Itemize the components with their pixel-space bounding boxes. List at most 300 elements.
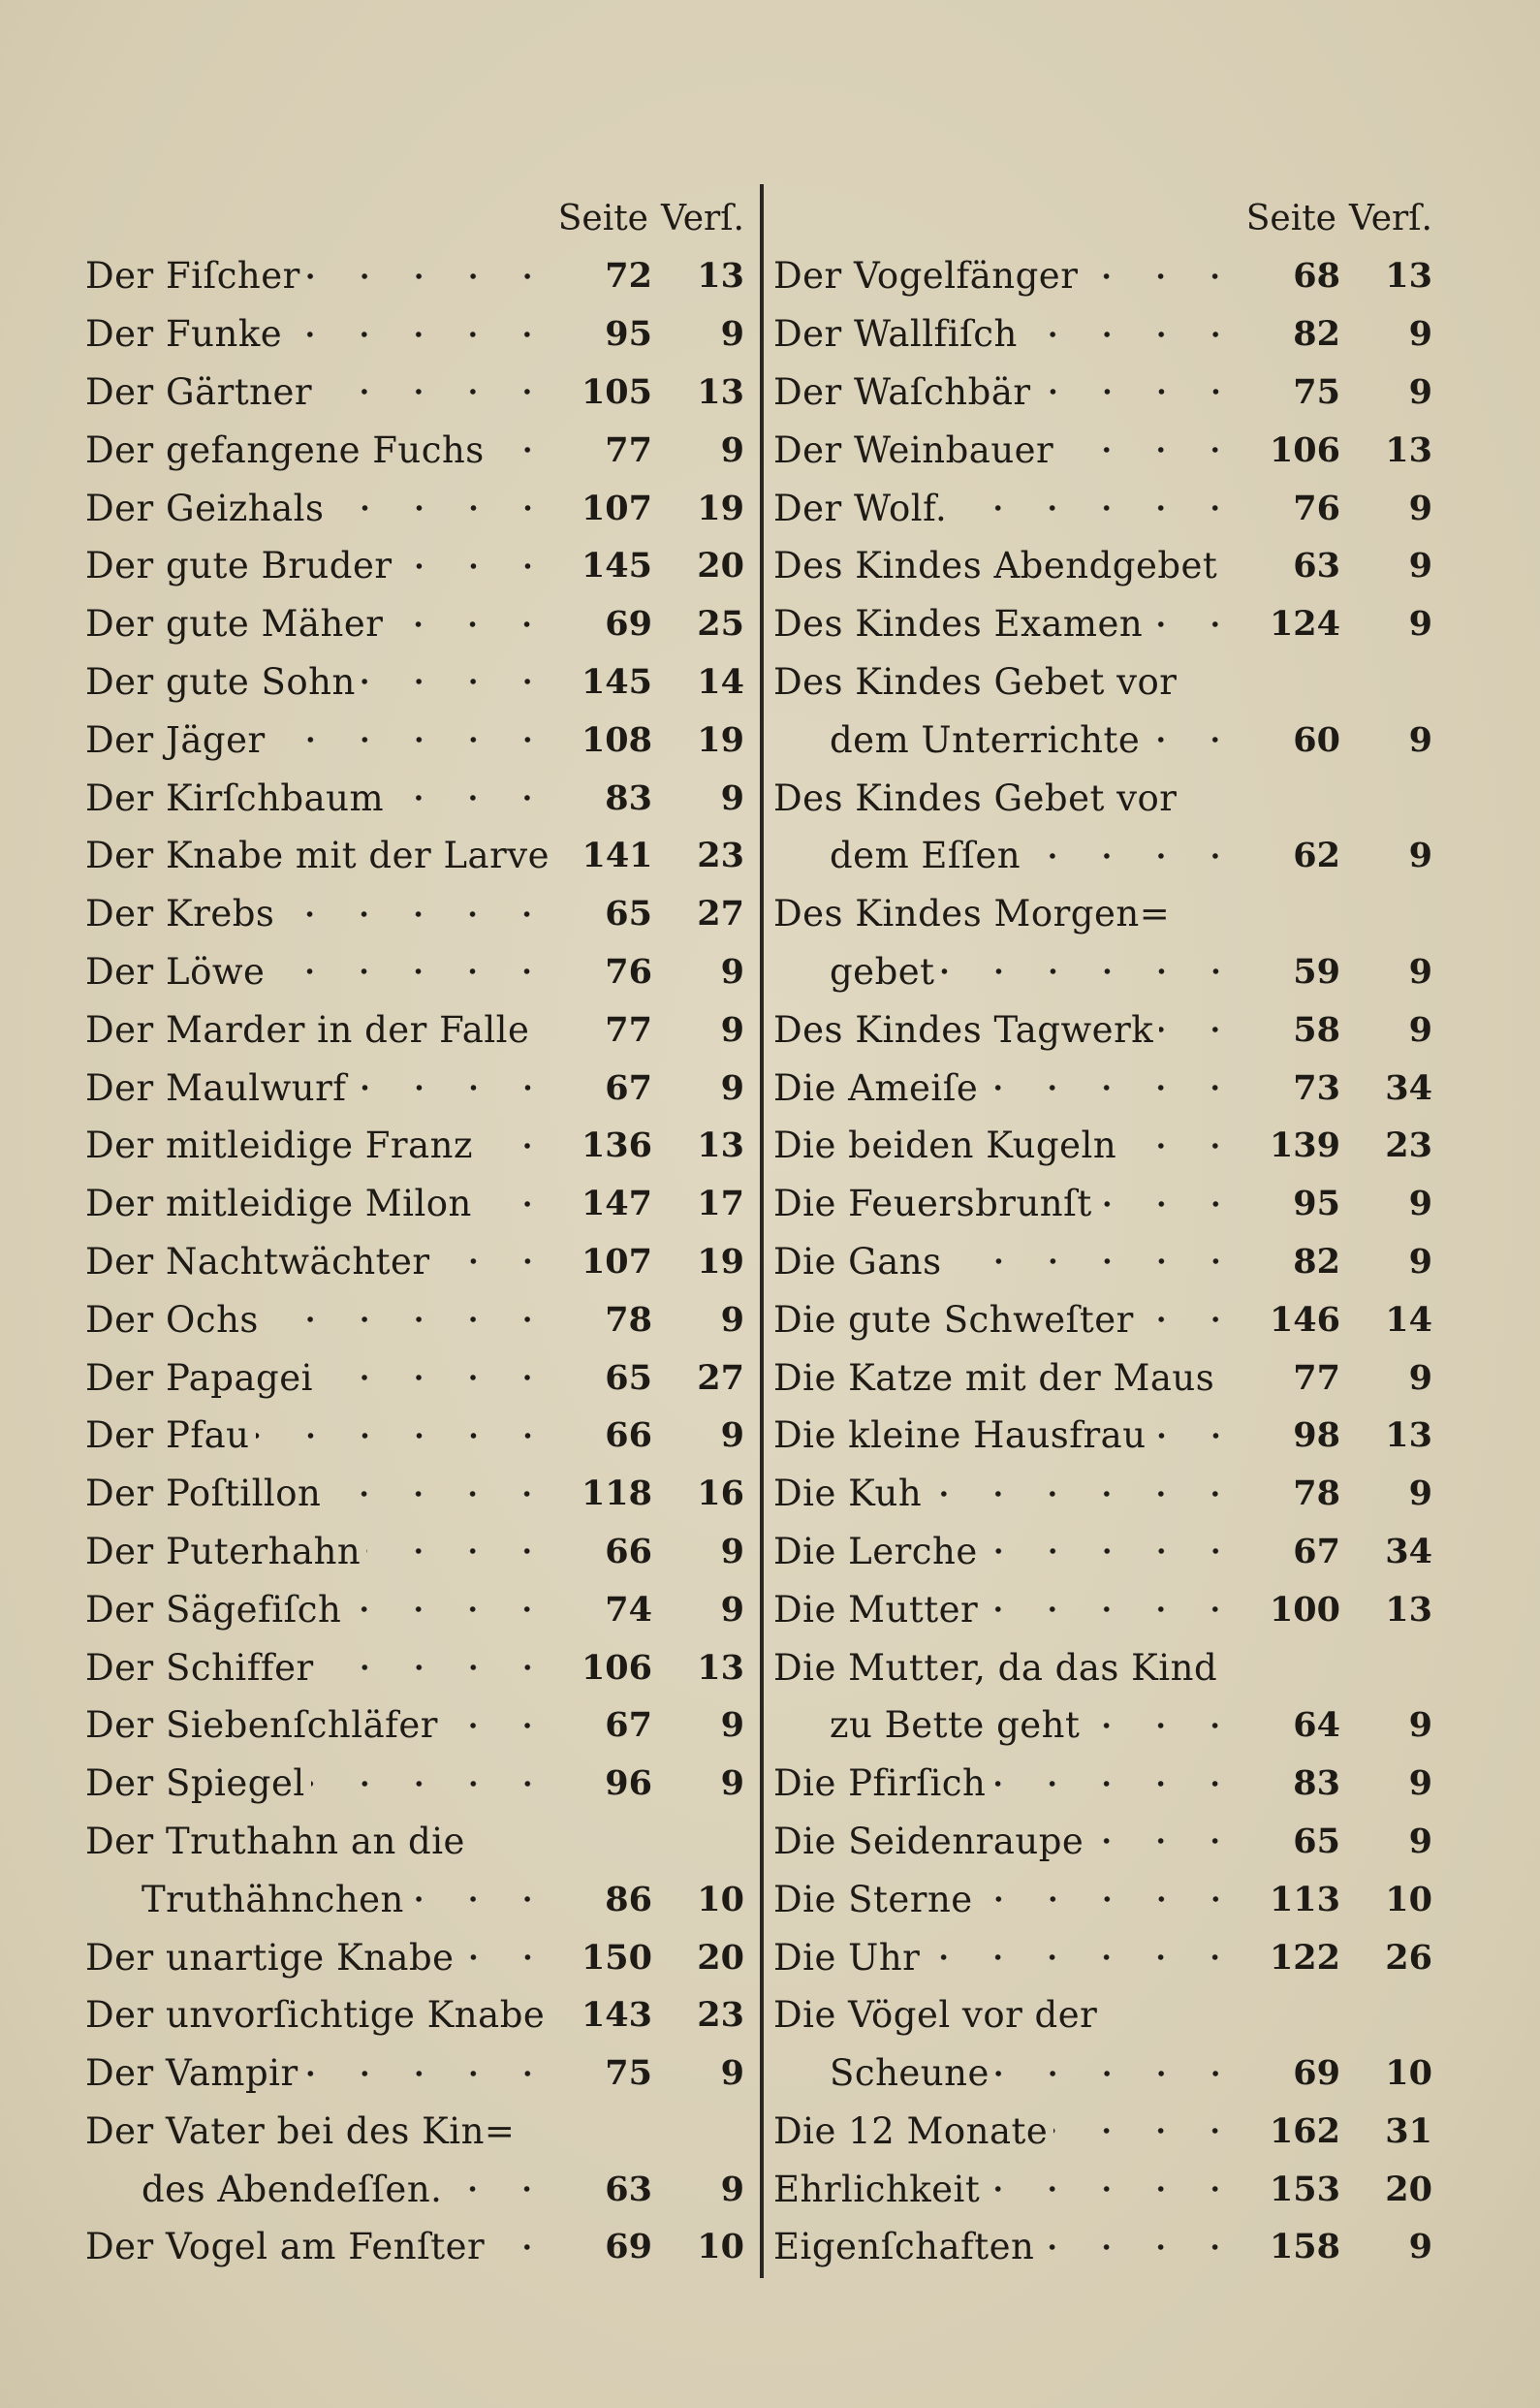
verse-count: 10 — [1385, 1879, 1432, 1919]
index-entry — [773, 1290, 1432, 1348]
entry-line — [85, 1175, 744, 1233]
entry-line — [85, 653, 744, 712]
page-number: 77 — [605, 1009, 652, 1050]
entry-line — [773, 247, 1432, 305]
index-entry — [773, 1813, 1432, 1871]
dot-leader — [256, 1431, 555, 1441]
entry-line — [85, 479, 744, 537]
page-number: 83 — [1293, 1763, 1340, 1804]
dot-leader — [320, 1663, 554, 1672]
column-header — [773, 189, 1432, 247]
entry-line — [85, 2103, 744, 2161]
entry-title: Die Uhr — [773, 1936, 921, 1979]
entry-title: Der Gärtner — [85, 370, 313, 413]
index-entry — [773, 1928, 1432, 1986]
page-number: 153 — [1269, 2169, 1340, 2209]
verse-count: 10 — [697, 2227, 744, 2267]
index-entry — [773, 1870, 1432, 1928]
entry-title: Der Spiegel — [85, 1762, 305, 1805]
verse-count: 9 — [720, 2053, 744, 2094]
index-entry — [85, 537, 744, 595]
entry-line — [85, 595, 744, 653]
page-number: 107 — [581, 488, 652, 528]
index-entry — [773, 653, 1432, 770]
dot-leader — [1152, 1431, 1242, 1441]
entry-title: Der Vogelfänger — [773, 255, 1079, 298]
verse-count: 9 — [1408, 2227, 1432, 2267]
entry-title: Der Wolf. — [773, 487, 948, 529]
entry-line — [85, 421, 744, 479]
dot-leader — [1176, 909, 1242, 919]
entry-title: Der Schiffer — [85, 1646, 314, 1689]
entry-line — [773, 479, 1432, 537]
page-number: 145 — [581, 661, 652, 702]
entry-title: Die Sterne — [773, 1878, 973, 1920]
verse-count: 9 — [720, 777, 744, 818]
verse-count: 9 — [720, 1067, 744, 1108]
dot-leader — [271, 735, 554, 745]
entry-title: Die 12 Monate — [773, 2109, 1049, 2152]
index-entry — [773, 595, 1432, 653]
verse-count: 9 — [1408, 836, 1432, 876]
dot-leader — [490, 445, 554, 455]
entry-line — [85, 1986, 744, 2044]
dot-leader — [1122, 1141, 1242, 1151]
entry-line — [773, 305, 1432, 364]
entry-title: Die beiden Kugeln — [773, 1125, 1117, 1167]
index-entry — [85, 1348, 744, 1407]
entry-title: Der Krebs — [85, 893, 275, 935]
verse-count: 23 — [1385, 1125, 1432, 1166]
verse-count: 9 — [1408, 1763, 1432, 1804]
dot-leader — [986, 2184, 1242, 2194]
dot-leader — [520, 2126, 554, 2136]
dot-leader — [1182, 677, 1242, 686]
index-entry — [85, 364, 744, 422]
verse-count: 9 — [720, 951, 744, 992]
verse-count: 13 — [697, 371, 744, 412]
entry-title: Die Pfirſich — [773, 1762, 987, 1805]
entry-line — [773, 421, 1432, 479]
index-entry — [85, 1696, 744, 1755]
entry-line — [85, 1233, 744, 1291]
dot-leader — [479, 1141, 554, 1151]
entry-title: Der gute Mäher — [85, 603, 384, 646]
dot-leader — [948, 1256, 1242, 1266]
entry-title: Der Poſtillon — [85, 1473, 322, 1515]
page-number: 106 — [581, 1647, 652, 1688]
dot-leader — [478, 1199, 554, 1209]
entry-line — [85, 2160, 744, 2218]
verse-count: 34 — [1385, 1531, 1432, 1571]
index-entry — [85, 1638, 744, 1696]
page-number: 105 — [581, 371, 652, 412]
entry-title: Der Vampir — [85, 2052, 299, 2095]
verse-count: 9 — [720, 314, 744, 355]
verse-count: 13 — [697, 256, 744, 297]
entry-line — [85, 1813, 744, 1871]
index-entry — [773, 1523, 1432, 1581]
page-number: 147 — [581, 1184, 652, 1224]
index-entry — [85, 1233, 744, 1291]
entry-title: Die kleine Hausfrau — [773, 1414, 1147, 1457]
page-number: 82 — [1293, 1241, 1340, 1282]
dot-leader — [490, 2242, 554, 2252]
dot-leader — [995, 2069, 1242, 2078]
entry-line — [773, 537, 1432, 595]
dot-leader — [353, 1083, 555, 1093]
entry-title: Des Kindes Gebet vor — [773, 660, 1178, 703]
verse-count: 19 — [697, 719, 744, 760]
verse-count: 34 — [1385, 1067, 1432, 1108]
verse-count: 9 — [720, 1009, 744, 1050]
entry-line — [773, 1523, 1432, 1581]
entry-line — [85, 827, 744, 885]
index-entry — [773, 1175, 1432, 1233]
entry-title: Der Wallfiſch — [773, 313, 1018, 356]
index-entry — [85, 1580, 744, 1638]
dot-leader — [1037, 387, 1242, 396]
dot-leader — [1089, 1836, 1242, 1846]
verse-count: 27 — [697, 894, 744, 935]
dot-leader — [410, 1894, 554, 1904]
entry-title: Der mitleidige Franz — [85, 1125, 473, 1167]
dot-leader — [1146, 735, 1242, 745]
index-entry — [773, 364, 1432, 422]
dot-leader — [984, 1083, 1242, 1093]
entry-line — [773, 827, 1432, 885]
entry-title: Ehrlichkeit — [773, 2168, 981, 2210]
verse-count: 13 — [1385, 1589, 1432, 1630]
dot-leader — [1085, 1721, 1242, 1730]
verse-count: 13 — [1385, 256, 1432, 297]
entry-line — [773, 943, 1432, 1001]
entry-line — [85, 1696, 744, 1755]
index-entry — [85, 421, 744, 479]
entry-line — [773, 653, 1432, 712]
verse-count: 9 — [1408, 1705, 1432, 1746]
verse-count: 23 — [697, 1995, 744, 2036]
entry-list — [85, 247, 744, 2276]
verse-count: 23 — [697, 836, 744, 876]
index-entry — [85, 595, 744, 653]
index-entry — [773, 2218, 1432, 2276]
index-entry — [85, 1059, 744, 1117]
page-number: 150 — [581, 1937, 652, 1978]
index-entry — [773, 885, 1432, 1001]
index-entry — [85, 247, 744, 305]
entry-line — [773, 2103, 1432, 2161]
dot-leader — [319, 1373, 554, 1382]
verse-count: 17 — [697, 1184, 744, 1224]
column-header — [85, 189, 744, 247]
verse-count: 27 — [697, 1357, 744, 1398]
page-number: 65 — [605, 894, 652, 935]
index-entry — [85, 1000, 744, 1059]
index-entry — [85, 711, 744, 769]
entry-title: Der Jäger — [85, 718, 266, 761]
page-number: 66 — [605, 1531, 652, 1571]
page-number: 77 — [1293, 1357, 1340, 1398]
dot-leader — [941, 966, 1242, 976]
verse-count: 20 — [1385, 2169, 1432, 2209]
dot-leader — [1223, 561, 1242, 571]
index-entry — [773, 1117, 1432, 1175]
dot-leader — [288, 330, 554, 339]
index-entry — [773, 1986, 1432, 2103]
dot-leader — [1159, 1025, 1242, 1034]
page-number: 136 — [581, 1125, 652, 1166]
entry-title: Scheune — [830, 2052, 990, 2095]
index-entry — [773, 2103, 1432, 2161]
entry-line — [773, 1580, 1432, 1638]
index-entry — [85, 305, 744, 364]
dot-leader — [535, 1025, 554, 1034]
entry-line — [85, 1465, 744, 1523]
index-entry — [773, 1407, 1432, 1465]
dot-leader — [1220, 1373, 1242, 1382]
entry-line — [773, 2044, 1432, 2103]
index-entry — [85, 1986, 744, 2044]
entry-title: Die Gans — [773, 1240, 942, 1283]
page-number: 76 — [1293, 488, 1340, 528]
verse-count: 14 — [1385, 1299, 1432, 1340]
index-entry — [85, 1175, 744, 1233]
index-entry — [85, 1465, 744, 1523]
dot-leader — [471, 1836, 554, 1846]
dot-leader — [327, 1489, 554, 1499]
column-divider — [760, 184, 764, 2278]
entry-line — [85, 364, 744, 422]
dot-leader — [1098, 1199, 1242, 1209]
page-number: 59 — [1293, 951, 1340, 992]
verse-count: 13 — [1385, 1415, 1432, 1456]
entry-line — [773, 1696, 1432, 1755]
entry-title: Des Kindes Tagwerk — [773, 1008, 1154, 1051]
page-number: 74 — [605, 1589, 652, 1630]
page-number: 73 — [1293, 1067, 1340, 1108]
index-column-right — [773, 189, 1432, 2276]
verse-count: 20 — [697, 1937, 744, 1978]
index-entry — [773, 1233, 1432, 1291]
entry-line — [773, 885, 1432, 943]
verse-count: 9 — [1408, 951, 1432, 992]
verse-count: 9 — [1408, 488, 1432, 528]
page-number: 63 — [1293, 546, 1340, 586]
entry-line — [85, 1870, 744, 1928]
entry-title: Der gute Bruder — [85, 545, 393, 587]
dot-leader — [265, 1315, 554, 1324]
entry-line — [773, 2218, 1432, 2276]
index-entry — [773, 769, 1432, 885]
entry-title: Die Ameiſe — [773, 1066, 979, 1109]
page-number: 60 — [1293, 719, 1340, 760]
verse-count: 31 — [1385, 2110, 1432, 2151]
page-number: 158 — [1269, 2227, 1340, 2267]
dot-leader — [1053, 2126, 1242, 2136]
page-number: 77 — [605, 429, 652, 470]
index-entry — [85, 1407, 744, 1465]
page-number: 69 — [605, 604, 652, 645]
entry-line — [85, 1580, 744, 1638]
verse-count: 9 — [1408, 1821, 1432, 1861]
dot-leader — [436, 1256, 554, 1266]
entry-line — [85, 711, 744, 769]
page-number: 143 — [581, 1995, 652, 2036]
entry-line — [85, 1117, 744, 1175]
page-header-label: Seite — [1245, 198, 1336, 238]
verse-count: 9 — [720, 1763, 744, 1804]
dot-leader — [398, 561, 554, 571]
dot-leader — [1059, 445, 1242, 455]
entry-line — [773, 1870, 1432, 1928]
page-number: 100 — [1269, 1589, 1340, 1630]
dot-leader — [304, 2069, 554, 2078]
entry-title: Der Ochs — [85, 1298, 259, 1341]
entry-title: Truthähnchen — [141, 1878, 404, 1920]
dot-leader — [390, 793, 554, 803]
entry-line — [773, 1928, 1432, 1986]
dot-leader — [1023, 330, 1242, 339]
index-entry — [85, 2103, 744, 2219]
verse-count: 19 — [697, 488, 744, 528]
entry-title: Der Waſchbär — [773, 370, 1031, 413]
dot-leader — [1040, 2242, 1242, 2252]
entry-line — [773, 1348, 1432, 1407]
verse-count: 10 — [1385, 2053, 1432, 2094]
entry-title: Des Kindes Gebet vor — [773, 776, 1178, 819]
page-number: 118 — [581, 1473, 652, 1514]
page-number: 108 — [581, 719, 652, 760]
entry-title: Der Fiſcher — [85, 255, 300, 298]
verse-count: 14 — [697, 661, 744, 702]
entry-title: Der Nachtwächter — [85, 1240, 430, 1283]
entry-title: Die Feuersbrunſt — [773, 1183, 1092, 1225]
entry-title: Der Maulwurf — [85, 1066, 347, 1109]
page-number: 75 — [605, 2053, 652, 2094]
entry-title: Der Marder in der Falle — [85, 1008, 530, 1051]
dot-leader — [448, 2184, 554, 2194]
entry-title: Der Funke — [85, 313, 283, 356]
entry-list — [773, 247, 1432, 2276]
verse-count: 9 — [720, 1415, 744, 1456]
entry-line — [773, 364, 1432, 422]
entry-line — [85, 885, 744, 943]
verse-count: 13 — [1385, 429, 1432, 470]
page-number: 67 — [605, 1067, 652, 1108]
page-number: 106 — [1269, 429, 1340, 470]
entry-title: Die Katze mit der Maus — [773, 1356, 1215, 1399]
dot-leader — [984, 1546, 1242, 1556]
page-number: 68 — [1293, 256, 1340, 297]
index-entry — [773, 247, 1432, 305]
dot-leader — [1103, 2011, 1242, 2020]
entry-line — [85, 2044, 744, 2103]
index-entry — [85, 769, 744, 827]
page-number: 69 — [605, 2227, 652, 2267]
index-entry — [773, 1755, 1432, 1813]
dot-leader — [389, 619, 554, 629]
page-number: 98 — [1293, 1415, 1340, 1456]
entry-line — [85, 1755, 744, 1813]
dot-leader — [979, 1894, 1242, 1904]
entry-line — [773, 1117, 1432, 1175]
entry-title: Der Puterhahn — [85, 1530, 361, 1572]
verse-header-label: Verſ. — [1349, 198, 1432, 238]
dot-leader — [280, 909, 554, 919]
entry-title: des Abendeſſen. — [141, 2168, 443, 2210]
entry-line — [85, 2218, 744, 2276]
page-number: 78 — [605, 1299, 652, 1340]
verse-count: 19 — [697, 1241, 744, 1282]
index-entry — [85, 943, 744, 1001]
verse-count: 9 — [720, 1531, 744, 1571]
page-number: 124 — [1269, 604, 1340, 645]
page-number: 65 — [1293, 1821, 1340, 1861]
verse-count: 9 — [1408, 719, 1432, 760]
entry-line — [773, 1000, 1432, 1059]
page-number: 67 — [605, 1705, 652, 1746]
page-number: 96 — [605, 1763, 652, 1804]
entry-line — [773, 769, 1432, 827]
index-entry — [773, 305, 1432, 364]
entry-line — [85, 1059, 744, 1117]
dot-leader — [991, 1779, 1242, 1789]
page-number: 76 — [605, 951, 652, 992]
entry-title: Der Knabe mit der Larve — [85, 835, 550, 877]
dot-leader — [953, 503, 1242, 513]
index-column-left — [85, 189, 744, 2276]
verse-count: 26 — [1385, 1937, 1432, 1978]
entry-line — [773, 1407, 1432, 1465]
verse-count: 9 — [720, 429, 744, 470]
entry-title: Die gute Schweſter — [773, 1298, 1134, 1341]
page-number: 162 — [1269, 2110, 1340, 2151]
page-number: 58 — [1293, 1009, 1340, 1050]
entry-line — [85, 1928, 744, 1986]
entry-title: Der unvorſichtige Knabe — [85, 1994, 546, 2037]
index-entry — [85, 2044, 744, 2103]
verse-count: 9 — [1408, 546, 1432, 586]
entry-title: Die Mutter — [773, 1588, 979, 1631]
dot-leader — [1140, 1315, 1242, 1324]
page-number: 82 — [1293, 314, 1340, 355]
verse-count: 9 — [1408, 1357, 1432, 1398]
page-number: 113 — [1269, 1879, 1340, 1919]
page-number: 95 — [1293, 1184, 1340, 1224]
verse-count: 16 — [697, 1473, 744, 1514]
verse-count: 9 — [720, 1299, 744, 1340]
dot-leader — [1182, 793, 1242, 803]
verse-count: 10 — [697, 1879, 744, 1919]
page-number: 86 — [605, 1879, 652, 1919]
index-entry — [85, 1928, 744, 1986]
verse-count: 9 — [1408, 314, 1432, 355]
page-number: 75 — [1293, 371, 1340, 412]
entry-line — [773, 1059, 1432, 1117]
dot-leader — [270, 966, 554, 976]
index-entry — [773, 1638, 1432, 1755]
dot-leader — [366, 1546, 554, 1556]
entry-title: Der Weinbauer — [773, 428, 1054, 471]
dot-leader — [1148, 619, 1242, 629]
entry-title: Der Siebenſchläfer — [85, 1704, 438, 1747]
dot-leader — [318, 387, 554, 396]
page-number: 146 — [1269, 1299, 1340, 1340]
entry-line — [85, 1638, 744, 1696]
page-number: 63 — [605, 2169, 652, 2209]
verse-header-label: Verſ. — [661, 198, 744, 238]
